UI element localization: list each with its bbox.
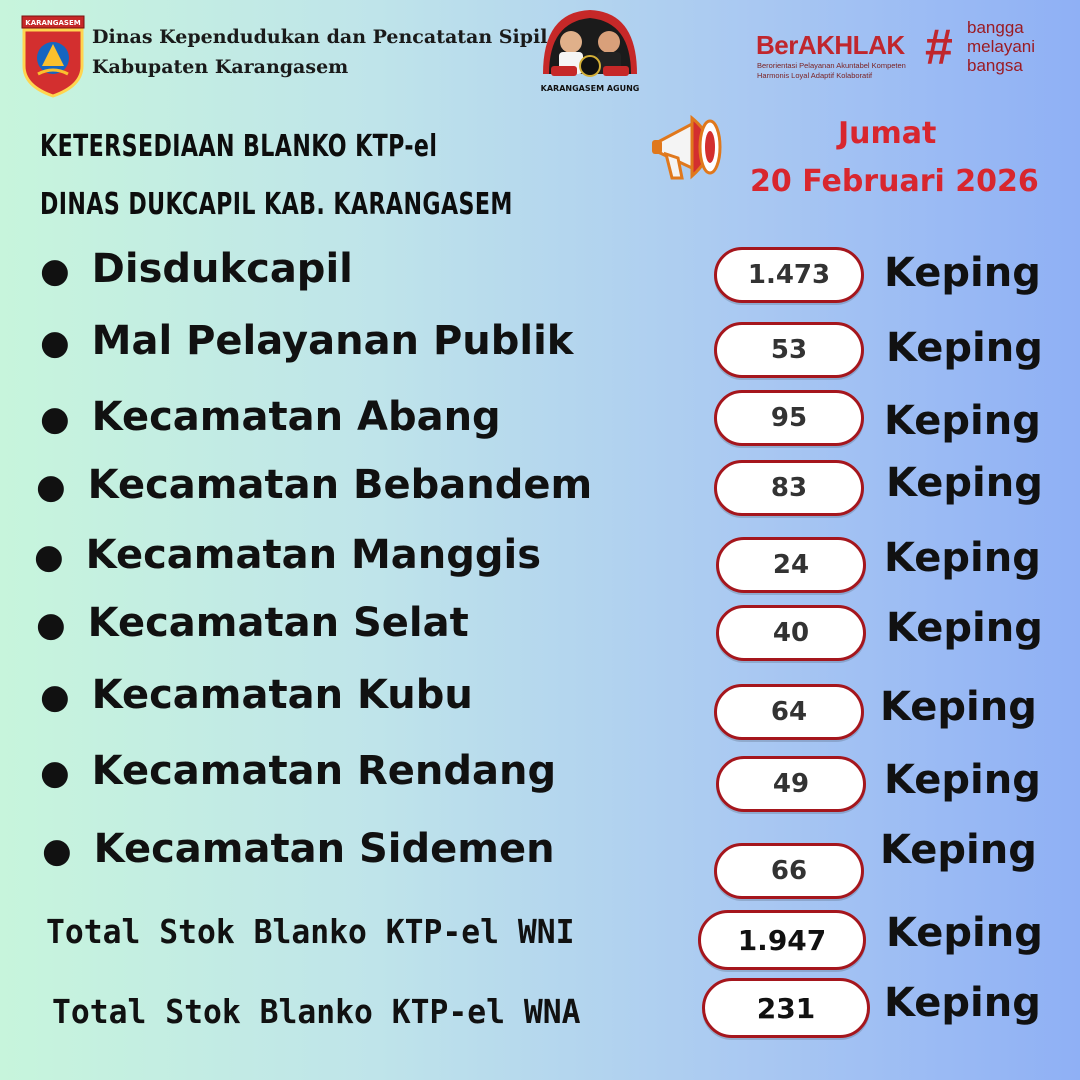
total-wna-unit: Keping — [884, 980, 1041, 1026]
row-value-pill: 49 — [716, 756, 866, 812]
bullet-icon: ● — [40, 399, 70, 439]
bullet-icon: ● — [40, 753, 70, 793]
total-wni-unit: Keping — [886, 910, 1043, 956]
megaphone-icon — [648, 108, 734, 188]
berakhlak-tagline — [757, 61, 927, 81]
bangga-word-3: bangsa — [967, 56, 1023, 75]
bullet-icon: ● — [36, 467, 66, 507]
total-wni-value-pill: 1.947 — [698, 910, 866, 970]
row-unit: Keping — [884, 535, 1041, 581]
row-label-text: Kecamatan Sidemen — [93, 826, 555, 872]
row-label-text: Kecamatan Kubu — [91, 672, 473, 718]
bullet-icon: ● — [40, 251, 70, 291]
row-unit: Keping — [886, 325, 1043, 371]
berakhlak-logo: BerAKHLAK — [756, 30, 905, 60]
agency-line-2: Kabupaten Karangasem — [92, 56, 349, 78]
hashtag-icon: # — [925, 19, 953, 75]
bullet-icon: ● — [34, 537, 64, 577]
row-unit: Keping — [880, 684, 1037, 730]
bangga-word-1: bangga — [967, 18, 1024, 37]
agency-line-1: Dinas Kependudukan dan Pencatatan Sipil — [92, 26, 548, 48]
row-unit: Keping — [884, 250, 1041, 296]
row-label-text: Disdukcapil — [91, 246, 353, 292]
bangga-melayani-bangsa-logo — [967, 18, 1035, 75]
row-label-text: Mal Pelayanan Publik — [91, 318, 574, 364]
row-label-text: Kecamatan Bebandem — [87, 462, 593, 508]
row-label-kecamatan-manggis — [34, 532, 541, 578]
campaign-caption: KARANGASEM AGUNG — [540, 84, 640, 93]
bullet-icon: ● — [36, 605, 66, 645]
total-wni-label: Total Stok Blanko KTP-el WNI — [46, 912, 575, 951]
karangasem-emblem-icon — [20, 14, 86, 98]
svg-text:KARANGASEM: KARANGASEM — [25, 19, 81, 27]
title-line-1: KETERSEDIAAN BLANKO KTP-el — [40, 129, 438, 164]
row-value-pill: 53 — [714, 322, 864, 378]
row-unit: Keping — [884, 757, 1041, 803]
row-label-text: Kecamatan Manggis — [85, 532, 542, 578]
row-value-pill: 66 — [714, 843, 864, 899]
total-wna-label: Total Stok Blanko KTP-el WNA — [52, 992, 581, 1031]
page-title — [40, 118, 513, 234]
bangga-word-2: melayani — [967, 37, 1036, 56]
row-label-kecamatan-abang — [40, 394, 501, 440]
title-line-2: DINAS DUKCAPIL KAB. KARANGASEM — [40, 187, 513, 222]
bullet-icon: ● — [42, 831, 72, 871]
date-day: Jumat — [838, 116, 937, 151]
row-label-text: Kecamatan Selat — [87, 600, 469, 646]
row-label-kecamatan-rendang — [40, 748, 556, 794]
row-unit: Keping — [886, 605, 1043, 651]
berakhlak-tagline-1: Berorientasi Pelayanan Akuntabel Kompeten — [757, 61, 906, 70]
row-value-pill: 64 — [714, 684, 864, 740]
row-value-pill: 95 — [714, 390, 864, 446]
row-label-kecamatan-sidemen — [42, 826, 555, 872]
agency-name — [92, 22, 547, 82]
row-label-kecamatan-selat — [36, 600, 469, 646]
bullet-icon: ● — [40, 677, 70, 717]
row-label-kecamatan-bebandem — [36, 462, 592, 508]
row-unit: Keping — [884, 398, 1041, 444]
row-value-pill: 24 — [716, 537, 866, 593]
row-label-text: Kecamatan Abang — [91, 394, 501, 440]
row-value-pill: 1.473 — [714, 247, 864, 303]
row-value-pill: 40 — [716, 605, 866, 661]
bullet-icon: ● — [40, 323, 70, 363]
berakhlak-tagline-2: Harmonis Loyal Adaptif Kolaboratif — [757, 71, 873, 80]
row-label-text: Kecamatan Rendang — [91, 748, 557, 794]
row-label-kecamatan-kubu — [40, 672, 473, 718]
row-value-pill: 83 — [714, 460, 864, 516]
row-label-disdukcapil — [40, 246, 353, 292]
row-unit: Keping — [886, 460, 1043, 506]
total-wna-value-pill: 231 — [702, 978, 870, 1038]
row-unit: Keping — [880, 827, 1037, 873]
row-label-mal-pelayanan-publik — [40, 318, 573, 364]
date-full: 20 Februari 2026 — [750, 164, 1039, 199]
